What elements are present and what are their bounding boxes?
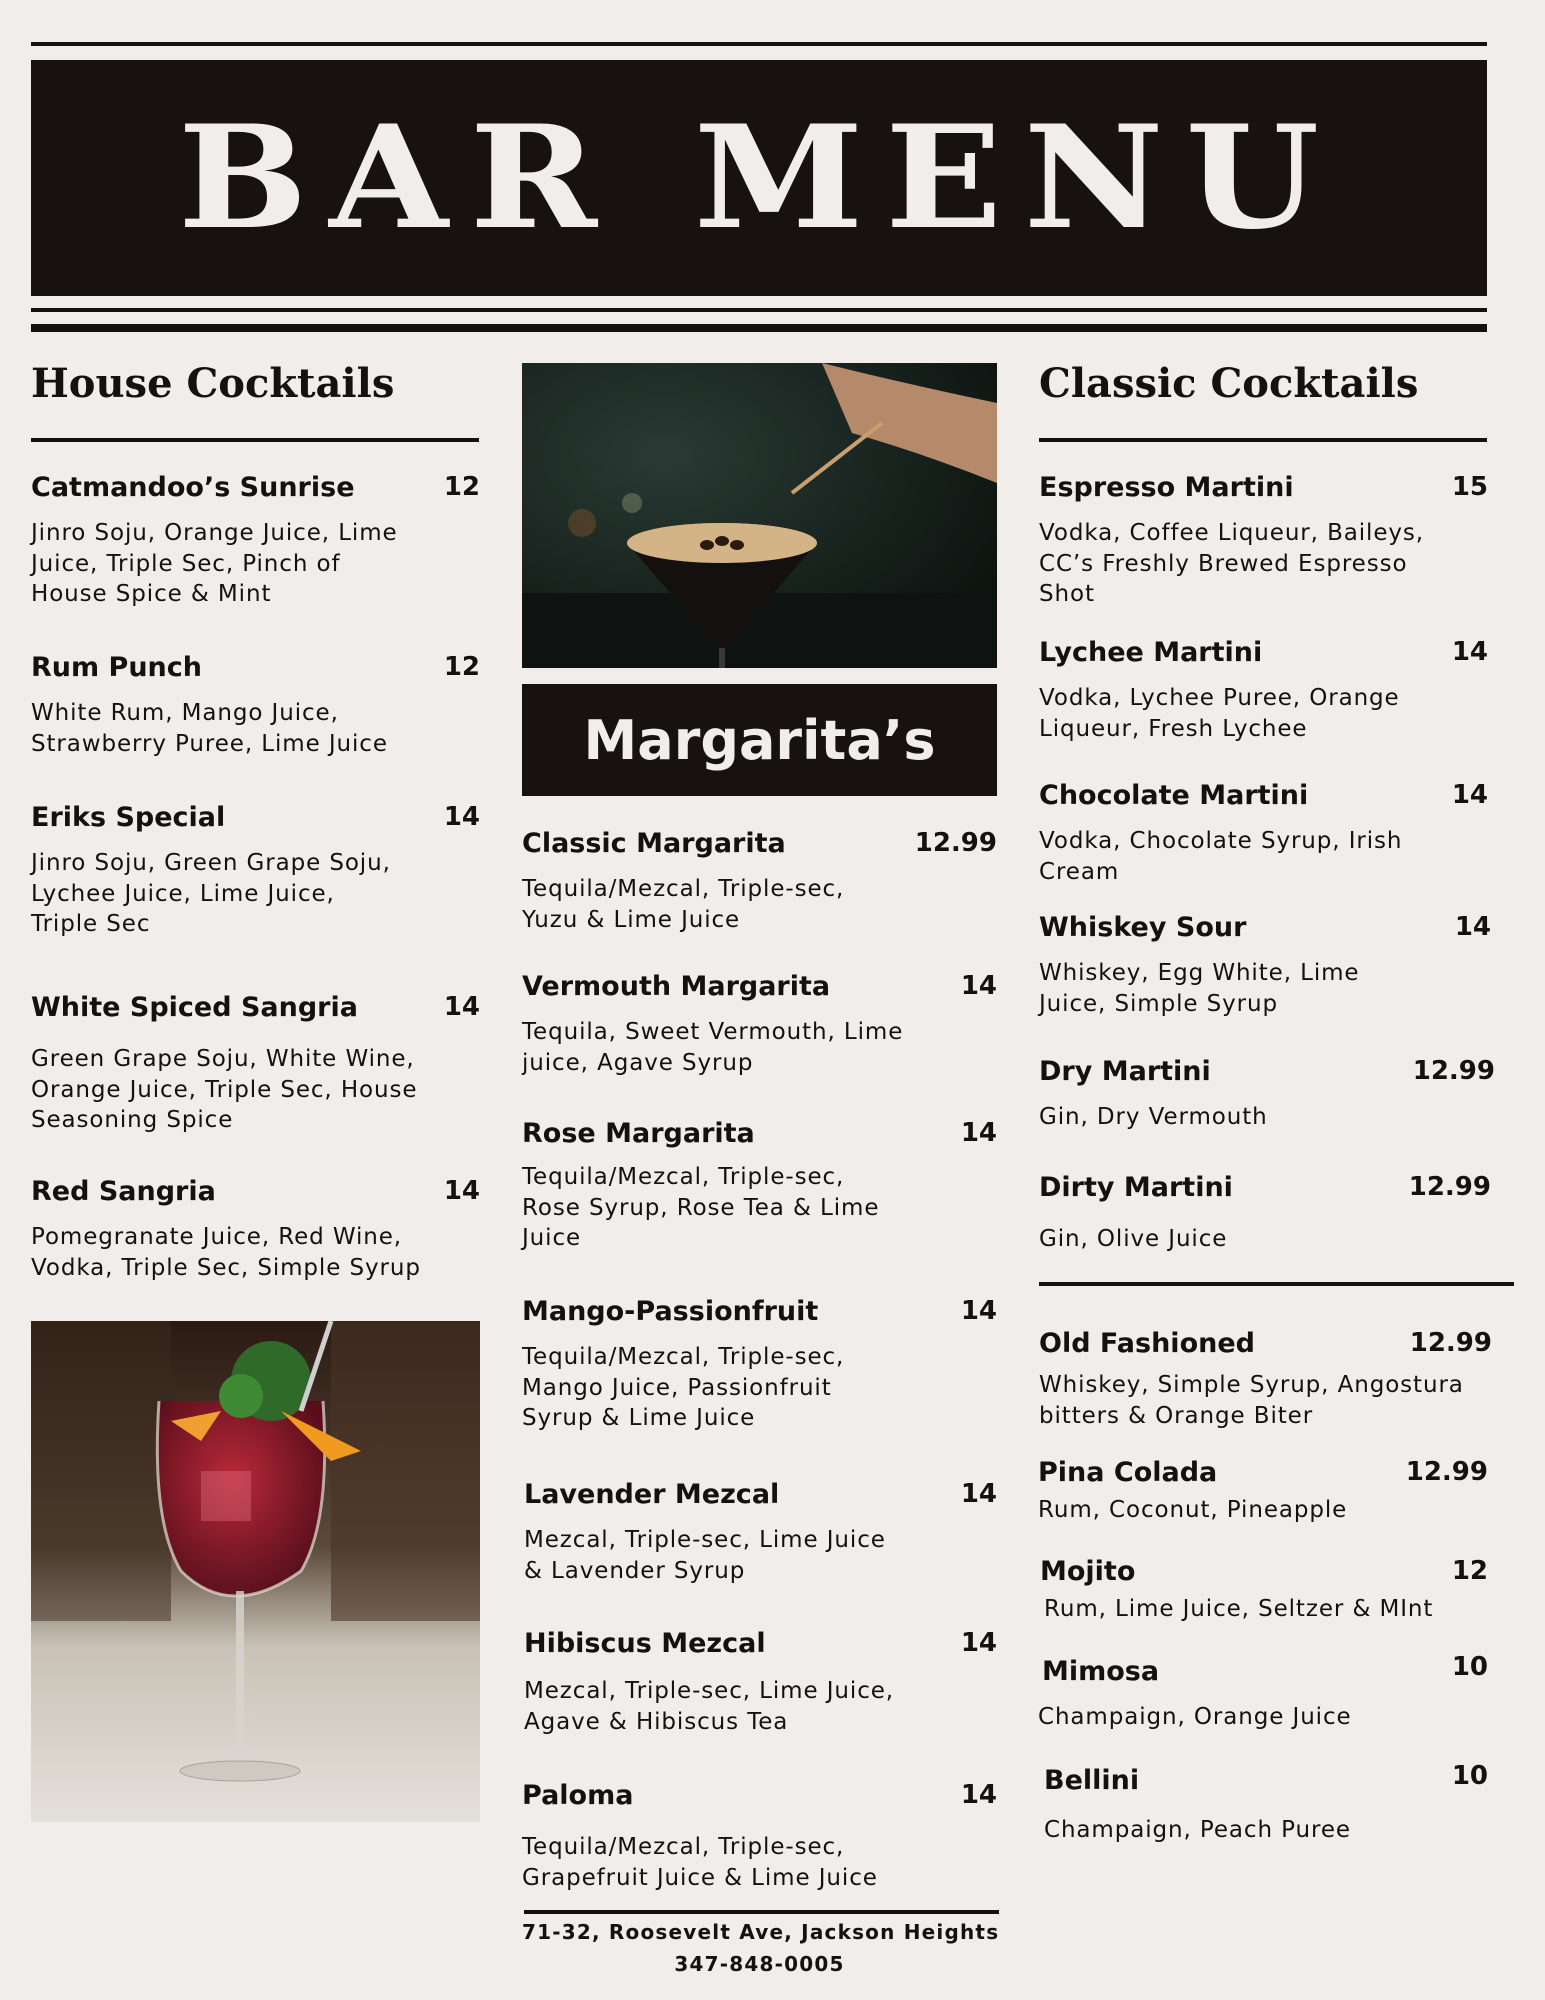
item-price: 12.99	[1412, 1056, 1495, 1086]
item-name: Dirty Martini	[1039, 1172, 1233, 1203]
phone: 347-848-0005	[674, 1952, 845, 1976]
menu-item	[1039, 780, 1488, 890]
menu-item	[31, 1176, 480, 1286]
item-price: 14	[960, 1780, 997, 1810]
item-name: Catmandoo’s Sunrise	[31, 472, 355, 503]
item-price: 14	[1454, 912, 1491, 942]
item-description: Mezcal, Triple-sec, Lime Juice, Agave & Hibiscus Tea	[524, 1678, 895, 1735]
item-price: 12	[443, 472, 480, 502]
item-description: Vodka, Lychee Puree, Orange Liqueur, Fresh Lychee	[1039, 685, 1400, 742]
item-description: Vodka, Coffee Liqueur, Baileys, CC’s Freshly Brewed Espresso Shot	[1039, 520, 1424, 607]
item-name: Old Fashioned	[1039, 1328, 1255, 1359]
menu-item	[1039, 912, 1491, 1022]
item-name: Rum Punch	[31, 652, 203, 683]
item-description: Whiskey, Simple Syrup, Angostura bitters & Orange Biter	[1039, 1372, 1464, 1429]
item-name: Mimosa	[1042, 1656, 1160, 1687]
item-price: 12	[443, 652, 480, 682]
item-price: 14	[443, 1176, 480, 1206]
item-name: White Spiced Sangria	[31, 992, 358, 1023]
item-description: Whiskey, Egg White, Lime Juice, Simple Syrup	[1039, 960, 1360, 1017]
item-name: Lychee Martini	[1039, 637, 1263, 668]
item-price: 15	[1451, 472, 1488, 502]
menu-item	[1038, 1652, 1488, 1736]
item-description: Gin, Dry Vermouth	[1039, 1104, 1268, 1130]
item-price: 14	[960, 971, 997, 1001]
menu-item	[524, 1628, 997, 1738]
item-description: Tequila/Mezcal, Triple-sec, Rose Syrup, Rose Tea & Lime Juice	[522, 1164, 880, 1251]
item-description: Jinro Soju, Green Grape Soju, Lychee Juice, Lime Juice, Triple Sec	[31, 850, 391, 937]
menu-item	[522, 971, 997, 1081]
house-cocktails-title: House Cocktails	[31, 360, 395, 407]
margaritas-title-box	[522, 684, 997, 796]
item-description: Tequila, Sweet Vermouth, Lime juice, Agave Syrup	[522, 1019, 904, 1076]
item-name: Mango-Passionfruit	[522, 1296, 819, 1327]
item-name: Rose Margarita	[522, 1118, 755, 1149]
menu-item	[31, 652, 480, 762]
classic-divider	[1039, 1282, 1514, 1286]
title-banner	[31, 60, 1487, 296]
footer-rule	[524, 1910, 999, 1914]
item-price: 12.99	[1409, 1328, 1492, 1358]
item-description: Green Grape Soju, White Wine, Orange Juice, Triple Sec, House Seasoning Spice	[31, 1046, 418, 1133]
item-description: Tequila/Mezcal, Triple-sec, Grapefruit Juice & Lime Juice	[522, 1834, 878, 1891]
item-description: Rum, Coconut, Pineapple	[1038, 1497, 1348, 1523]
item-name: Dry Martini	[1039, 1056, 1211, 1087]
item-name: Hibiscus Mezcal	[524, 1628, 766, 1659]
menu-item	[1039, 1056, 1495, 1136]
item-name: Bellini	[1044, 1765, 1140, 1796]
margaritas-title: Margarita’s	[583, 708, 936, 772]
item-name: Whiskey Sour	[1039, 912, 1247, 943]
item-description: Rum, Lime Juice, Seltzer & MInt	[1044, 1596, 1434, 1622]
classic-cocktails-title: Classic Cocktails	[1039, 360, 1419, 407]
item-description: Vodka, Chocolate Syrup, Irish Cream	[1039, 828, 1403, 885]
item-name: Eriks Special	[31, 802, 226, 833]
banner-rule-2	[31, 324, 1487, 332]
item-price: 14	[960, 1628, 997, 1658]
item-description: White Rum, Mango Juice, Strawberry Puree, Lime Juice	[31, 700, 388, 757]
item-description: Mezcal, Triple-sec, Lime Juice & Lavender Syrup	[524, 1527, 886, 1584]
banner-rule-1	[31, 308, 1487, 312]
item-price: 12.99	[914, 828, 997, 858]
item-price: 14	[960, 1118, 997, 1148]
espresso-martini-photo	[522, 363, 997, 668]
item-name: Pina Colada	[1038, 1457, 1218, 1488]
menu-item	[31, 992, 480, 1142]
menu-item	[31, 472, 480, 622]
item-price: 14	[960, 1479, 997, 1509]
item-description: Pomegranate Juice, Red Wine, Vodka, Triple Sec, Simple Syrup	[31, 1224, 421, 1281]
item-price: 14	[443, 802, 480, 832]
top-rule	[31, 42, 1487, 46]
item-price: 12	[1451, 1556, 1488, 1586]
menu-item	[1039, 1328, 1492, 1438]
item-name: Classic Margarita	[522, 828, 786, 859]
item-name: Espresso Martini	[1039, 472, 1294, 503]
item-price: 10	[1451, 1652, 1488, 1682]
menu-item	[522, 828, 997, 938]
menu-item	[524, 1479, 997, 1589]
item-price: 14	[443, 992, 480, 1022]
menu-item	[1038, 1457, 1488, 1527]
item-description: Gin, Olive Juice	[1039, 1226, 1228, 1252]
house-title-rule	[31, 438, 479, 442]
menu-item	[1040, 1556, 1488, 1626]
menu-item	[1039, 1172, 1491, 1252]
item-price: 12.99	[1408, 1172, 1491, 1202]
item-name: Lavender Mezcal	[524, 1479, 780, 1510]
menu-item	[522, 1780, 997, 1890]
menu-item	[522, 1118, 997, 1258]
item-name: Red Sangria	[31, 1176, 216, 1207]
address: 71-32, Roosevelt Ave, Jackson Heights	[522, 1920, 1000, 1944]
menu-item	[31, 802, 480, 952]
menu-item	[1039, 472, 1488, 612]
item-price: 14	[1451, 637, 1488, 667]
item-description: Jinro Soju, Orange Juice, Lime Juice, Triple Sec, Pinch of House Spice & Mint	[31, 520, 398, 607]
menu-item	[1044, 1761, 1488, 1845]
item-price: 14	[1451, 780, 1488, 810]
item-name: Paloma	[522, 1780, 634, 1811]
item-description: Champaign, Peach Puree	[1044, 1817, 1351, 1843]
item-description: Tequila/Mezcal, Triple-sec, Yuzu & Lime Juice	[522, 876, 845, 933]
menu-item	[522, 1296, 997, 1436]
item-price: 12.99	[1405, 1457, 1488, 1487]
item-price: 10	[1451, 1761, 1488, 1791]
item-name: Mojito	[1040, 1556, 1136, 1587]
item-name: Chocolate Martini	[1039, 780, 1309, 811]
classic-title-rule	[1039, 438, 1487, 442]
item-price: 14	[960, 1296, 997, 1326]
menu-item	[1039, 637, 1488, 747]
red-sangria-photo	[31, 1321, 480, 1822]
menu-title: BAR MENU	[177, 95, 1341, 261]
item-name: Vermouth Margarita	[522, 971, 831, 1002]
item-description: Tequila/Mezcal, Triple-sec, Mango Juice, Passionfruit Syrup & Lime Juice	[522, 1344, 845, 1431]
item-description: Champaign, Orange Juice	[1038, 1704, 1352, 1730]
